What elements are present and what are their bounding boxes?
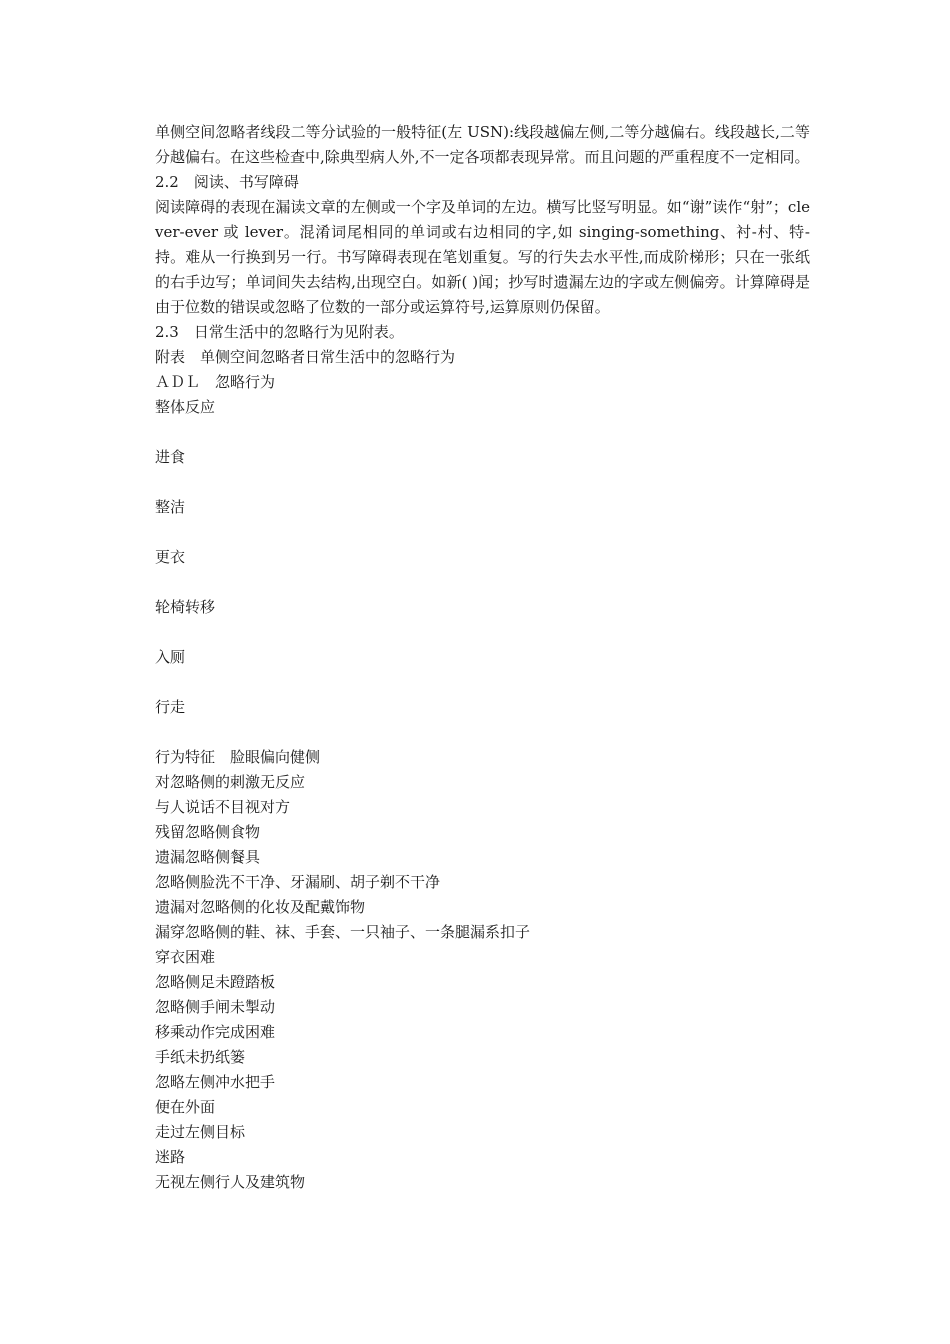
reading-writing-paragraph: 阅读障碍的表现在漏读文章的左侧或一个字及单词的左边。横写比竖写明显。如“谢”读作“射”；clever-ever 或 lever。混淆词尾相同的单词或右边相同的字,如 singing-something、衬-村、特-持。难从一行换到另一行。书写障碍表现在笔划重复。写的行失去水平性,而成阶梯形；只在一张纸的右手边写；单词间失去结构,出现空白。如新( )闻；抄写时遗漏左边的字或左侧偏旁。计算障碍是由于位数的错误或忽略了位数的一部分或运算符号,运算原则仍保留。 (155, 198, 810, 316)
adl-item: 轮椅转移 (155, 598, 216, 616)
behavior-item: 忽略左侧冲水把手 (155, 1073, 276, 1091)
table-caption: 附表 单侧空间忽略者日常生活中的忽略行为 (155, 348, 456, 366)
behavior-item: 遗漏忽略侧餐具 (155, 848, 261, 866)
behavior-header: 行为特征 脸眼偏向健侧 (155, 748, 321, 766)
behavior-list (155, 770, 810, 1195)
adl-list (155, 395, 810, 745)
section-heading-2-3: 2.3 日常生活中的忽略行为见附表。 (155, 323, 404, 341)
behavior-item: 忽略侧足未蹬踏板 (155, 973, 276, 991)
adl-item: 更衣 (155, 548, 186, 566)
behavior-item: 穿衣困难 (155, 948, 216, 966)
behavior-item: 残留忽略侧食物 (155, 823, 261, 841)
behavior-item: 与人说话不目视对方 (155, 798, 291, 816)
document-page (155, 120, 810, 1195)
behavior-item: 走过左侧目标 (155, 1123, 246, 1141)
behavior-item: 遗漏对忽略侧的化妆及配戴饰物 (155, 898, 366, 916)
usn-paragraph: 单侧空间忽略者线段二等分试验的一般特征(左 USN):线段越偏左侧,二等分越偏右。线段越长,二等分越偏右。在这些检查中,除典型病人外,不一定各项都表现异常。而且问题的严重程度不一定相同。 (155, 123, 810, 166)
behavior-item: 对忽略侧的刺激无反应 (155, 773, 306, 791)
adl-item: 整洁 (155, 498, 186, 516)
behavior-item: 忽略侧手闸未掣动 (155, 998, 276, 1016)
section-heading-2-2: 2.2 阅读、书写障碍 (155, 173, 299, 191)
behavior-item: 迷路 (155, 1148, 186, 1166)
adl-item: 行走 (155, 698, 186, 716)
adl-item: 进食 (155, 448, 186, 466)
behavior-item: 移乘动作完成困难 (155, 1023, 276, 1041)
behavior-item: 无视左侧行人及建筑物 (155, 1173, 306, 1191)
table-header: ＡＤＬ 忽略行为 (155, 373, 276, 391)
behavior-item: 漏穿忽略侧的鞋、袜、手套、一只袖子、一条腿漏系扣子 (155, 923, 531, 941)
adl-item: 整体反应 (155, 398, 216, 416)
behavior-item: 手纸未扔纸篓 (155, 1048, 246, 1066)
behavior-item: 忽略侧脸洗不干净、牙漏刷、胡子剃不干净 (155, 873, 441, 891)
behavior-item: 便在外面 (155, 1098, 216, 1116)
adl-item: 入厕 (155, 648, 186, 666)
